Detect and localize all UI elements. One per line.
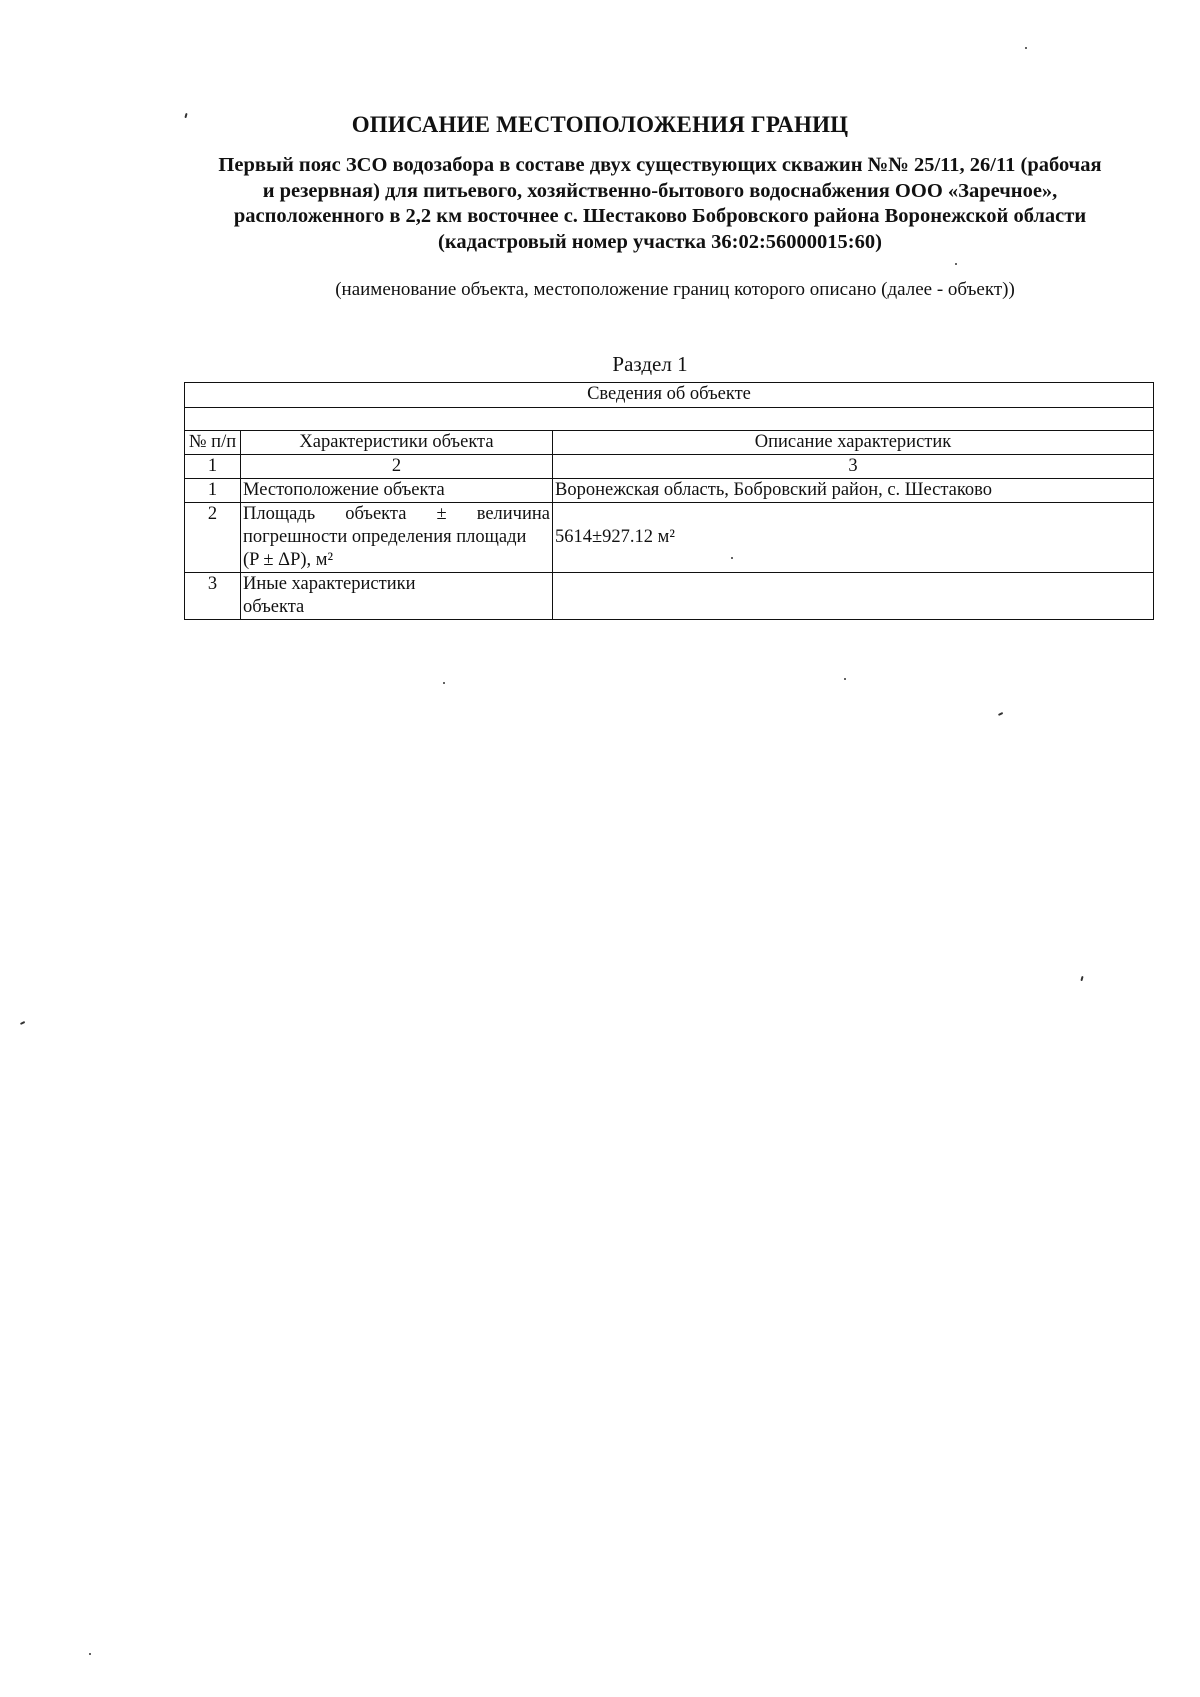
table-column-numbers-row — [185, 455, 1154, 479]
area-value: 5614±927.12 м² — [555, 527, 675, 547]
row-characteristic — [241, 503, 553, 573]
column-header-description: Описание характеристик — [553, 431, 1154, 455]
object-caption: (наименование объекта, местоположение границ которого описано (далее - объект)) — [335, 279, 1015, 300]
document-title: ОПИСАНИЕ МЕСТОПОЛОЖЕНИЯ ГРАНИЦ — [351, 112, 849, 137]
table-empty-row — [185, 408, 1154, 431]
scan-speck — [89, 1653, 91, 1655]
object-name-line: Первый пояс ЗСО водозабора в составе двух существующих скважин №№ 25/11, 26/11 (рабочая — [218, 154, 1102, 176]
row-characteristic-line: Площадь объекта ± величина — [243, 504, 550, 524]
column-number: 1 — [185, 455, 241, 479]
row-description — [553, 503, 1154, 573]
row-characteristic: Местоположение объекта — [241, 479, 553, 503]
table-empty-cell — [185, 408, 1154, 431]
scan-speck — [1080, 976, 1083, 981]
row-number: 3 — [185, 573, 241, 620]
scan-speck — [844, 678, 846, 680]
column-number: 2 — [241, 455, 553, 479]
table-subheader-row — [185, 383, 1154, 408]
scan-speck — [955, 263, 957, 265]
row-characteristic-line: объекта — [243, 597, 305, 617]
scan-speck — [443, 682, 445, 684]
object-name-line: (кадастровый номер участка 36:02:56000015:60) — [438, 230, 882, 253]
row-description — [553, 573, 1154, 620]
section-title: Раздел 1 — [612, 352, 688, 376]
scan-speck — [1025, 47, 1027, 49]
row-characteristic-line: (P ± ΔP), м² — [243, 550, 334, 570]
row-number: 2 — [185, 503, 241, 573]
object-name-line: расположенного в 2,2 км восточнее с. Шестаково Бобровского района Воронежской области — [233, 205, 1087, 227]
row-characteristic — [241, 573, 553, 620]
object-name-line: и резервная) для питьевого, хозяйственно-бытового водоснабжения ООО «Заречное», — [262, 179, 1058, 202]
row-number: 1 — [185, 479, 241, 503]
scan-speck — [998, 712, 1003, 715]
object-info-table — [184, 382, 1154, 620]
scan-speck — [731, 557, 733, 559]
table-row — [185, 479, 1154, 503]
object-name — [180, 153, 1140, 255]
column-header-number: № п/п — [185, 431, 241, 455]
row-characteristic-line: погрешности определения площади — [243, 527, 527, 547]
table-subheader: Сведения об объекте — [185, 383, 1154, 408]
column-number: 3 — [553, 455, 1154, 479]
scan-speck — [20, 1021, 25, 1024]
table-header-row — [185, 431, 1154, 455]
row-characteristic-line: Иные характеристики — [243, 574, 416, 594]
column-header-characteristic: Характеристики объекта — [241, 431, 553, 455]
table-row — [185, 503, 1154, 573]
row-description: Воронежская область, Бобровский район, с. Шестаково — [553, 479, 1154, 503]
table-row — [185, 573, 1154, 620]
